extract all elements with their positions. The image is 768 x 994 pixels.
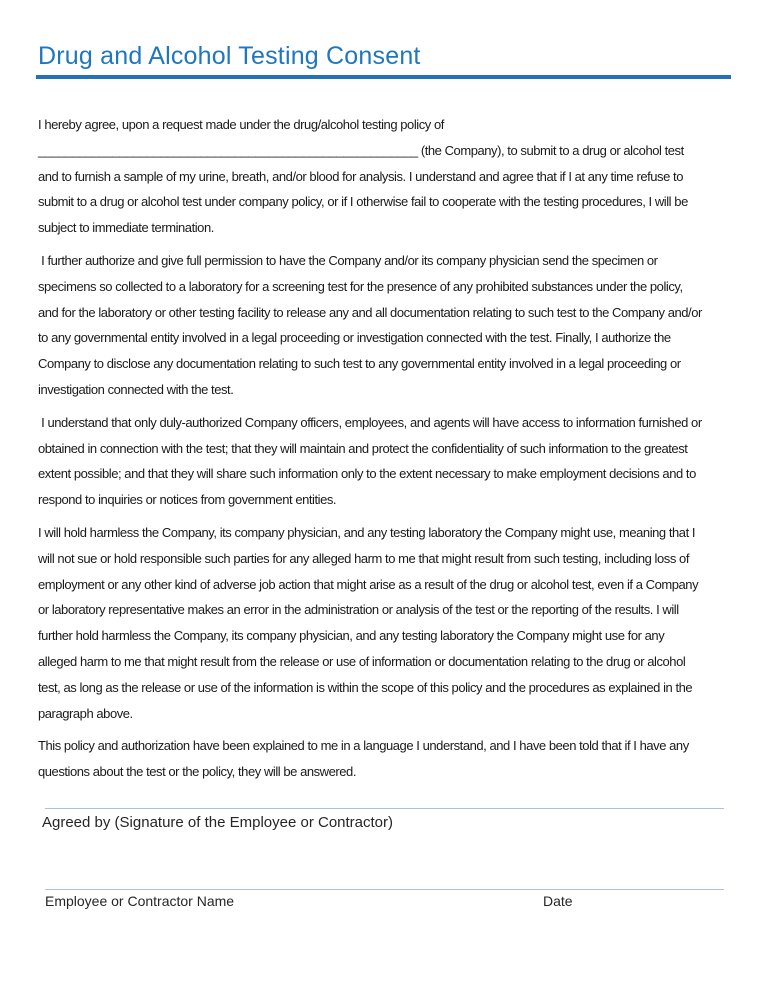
employee-name-label: Employee or Contractor Name bbox=[45, 893, 235, 909]
hold-harmless-paragraph: I will hold harmless the Company, its company physician, and any testing laboratory the Company might use, meaning that I will not sue or hold responsible such parties for any alleged harm to me that might result from such testing, including loss of employment or any other kind of adverse job action that might arise as a result of the drug or alcohol test, even if a Company or laboratory representative makes an error in the administration or analysis of the test or the reporting of the results. I will further hold harmless the Company, its company physician, and any testing laboratory the Company might use for any alleged harm to me that might result from the release or use of information or documentation relating to the drug or alcohol test, as long as the release or use of the information is within the scope of this policy and the procedures as explained in the paragraph above. bbox=[38, 524, 702, 721]
page-title: Drug and Alcohol Testing Consent bbox=[38, 42, 421, 70]
company-name-blank[interactable]: ________________________________________________________ bbox=[38, 142, 418, 158]
acknowledgement-paragraph: This policy and authorization have been explained to me in a language I understand, and I have been told that if I have any questions about the test or the policy, they will be answered. bbox=[38, 738, 692, 780]
intro-paragraph bbox=[38, 112, 702, 241]
agreed-by-label: Agreed by (Signature of the Employee or Contractor) bbox=[42, 814, 394, 831]
document-body bbox=[38, 112, 706, 792]
confidentiality-paragraph: I understand that only duly-authorized Company officers, employees, and agents will have access to information furnished or obtained in connection with the test; that they will maintain and protect the confidentiality of such information to the greatest extent possible; and that they will share such information only to the extent necessary to make employment decisions and to respond to inquiries or notices from government entities. bbox=[38, 414, 705, 508]
authorization-paragraph: I further authorize and give full permission to have the Company and/or its company physician send the specimen or specimens so collected to a laboratory for a screening test for the presence of any prohibited substances under the policy, and for the laboratory or other testing facility to release any and all documentation relating to such test to the Company and/or to any governmental entity involved in a legal proceeding or investigation connected with the test. Finally, I authorize the Company to disclose any documentation relating to such test to any governmental entity involved in a legal proceeding or investigation connected with the test. bbox=[38, 252, 706, 397]
signature-line[interactable] bbox=[45, 808, 724, 809]
name-and-date-line[interactable] bbox=[45, 889, 724, 890]
intro-text-after-blank: (the Company), to submit to a drug or alcohol test and to furnish a sample of my urine, breath, and/or blood for analysis. I understand and agree that if I at any time refuse to submit to a drug or alcohol test under company policy, or if I otherwise fail to cooperate with the testing procedures, I will be subject to immediate termination. bbox=[38, 142, 692, 236]
date-label: Date bbox=[543, 893, 573, 909]
title-underline-rule bbox=[36, 75, 731, 79]
intro-text-before-blank: I hereby agree, upon a request made under the drug/alcohol testing policy of bbox=[38, 117, 448, 132]
